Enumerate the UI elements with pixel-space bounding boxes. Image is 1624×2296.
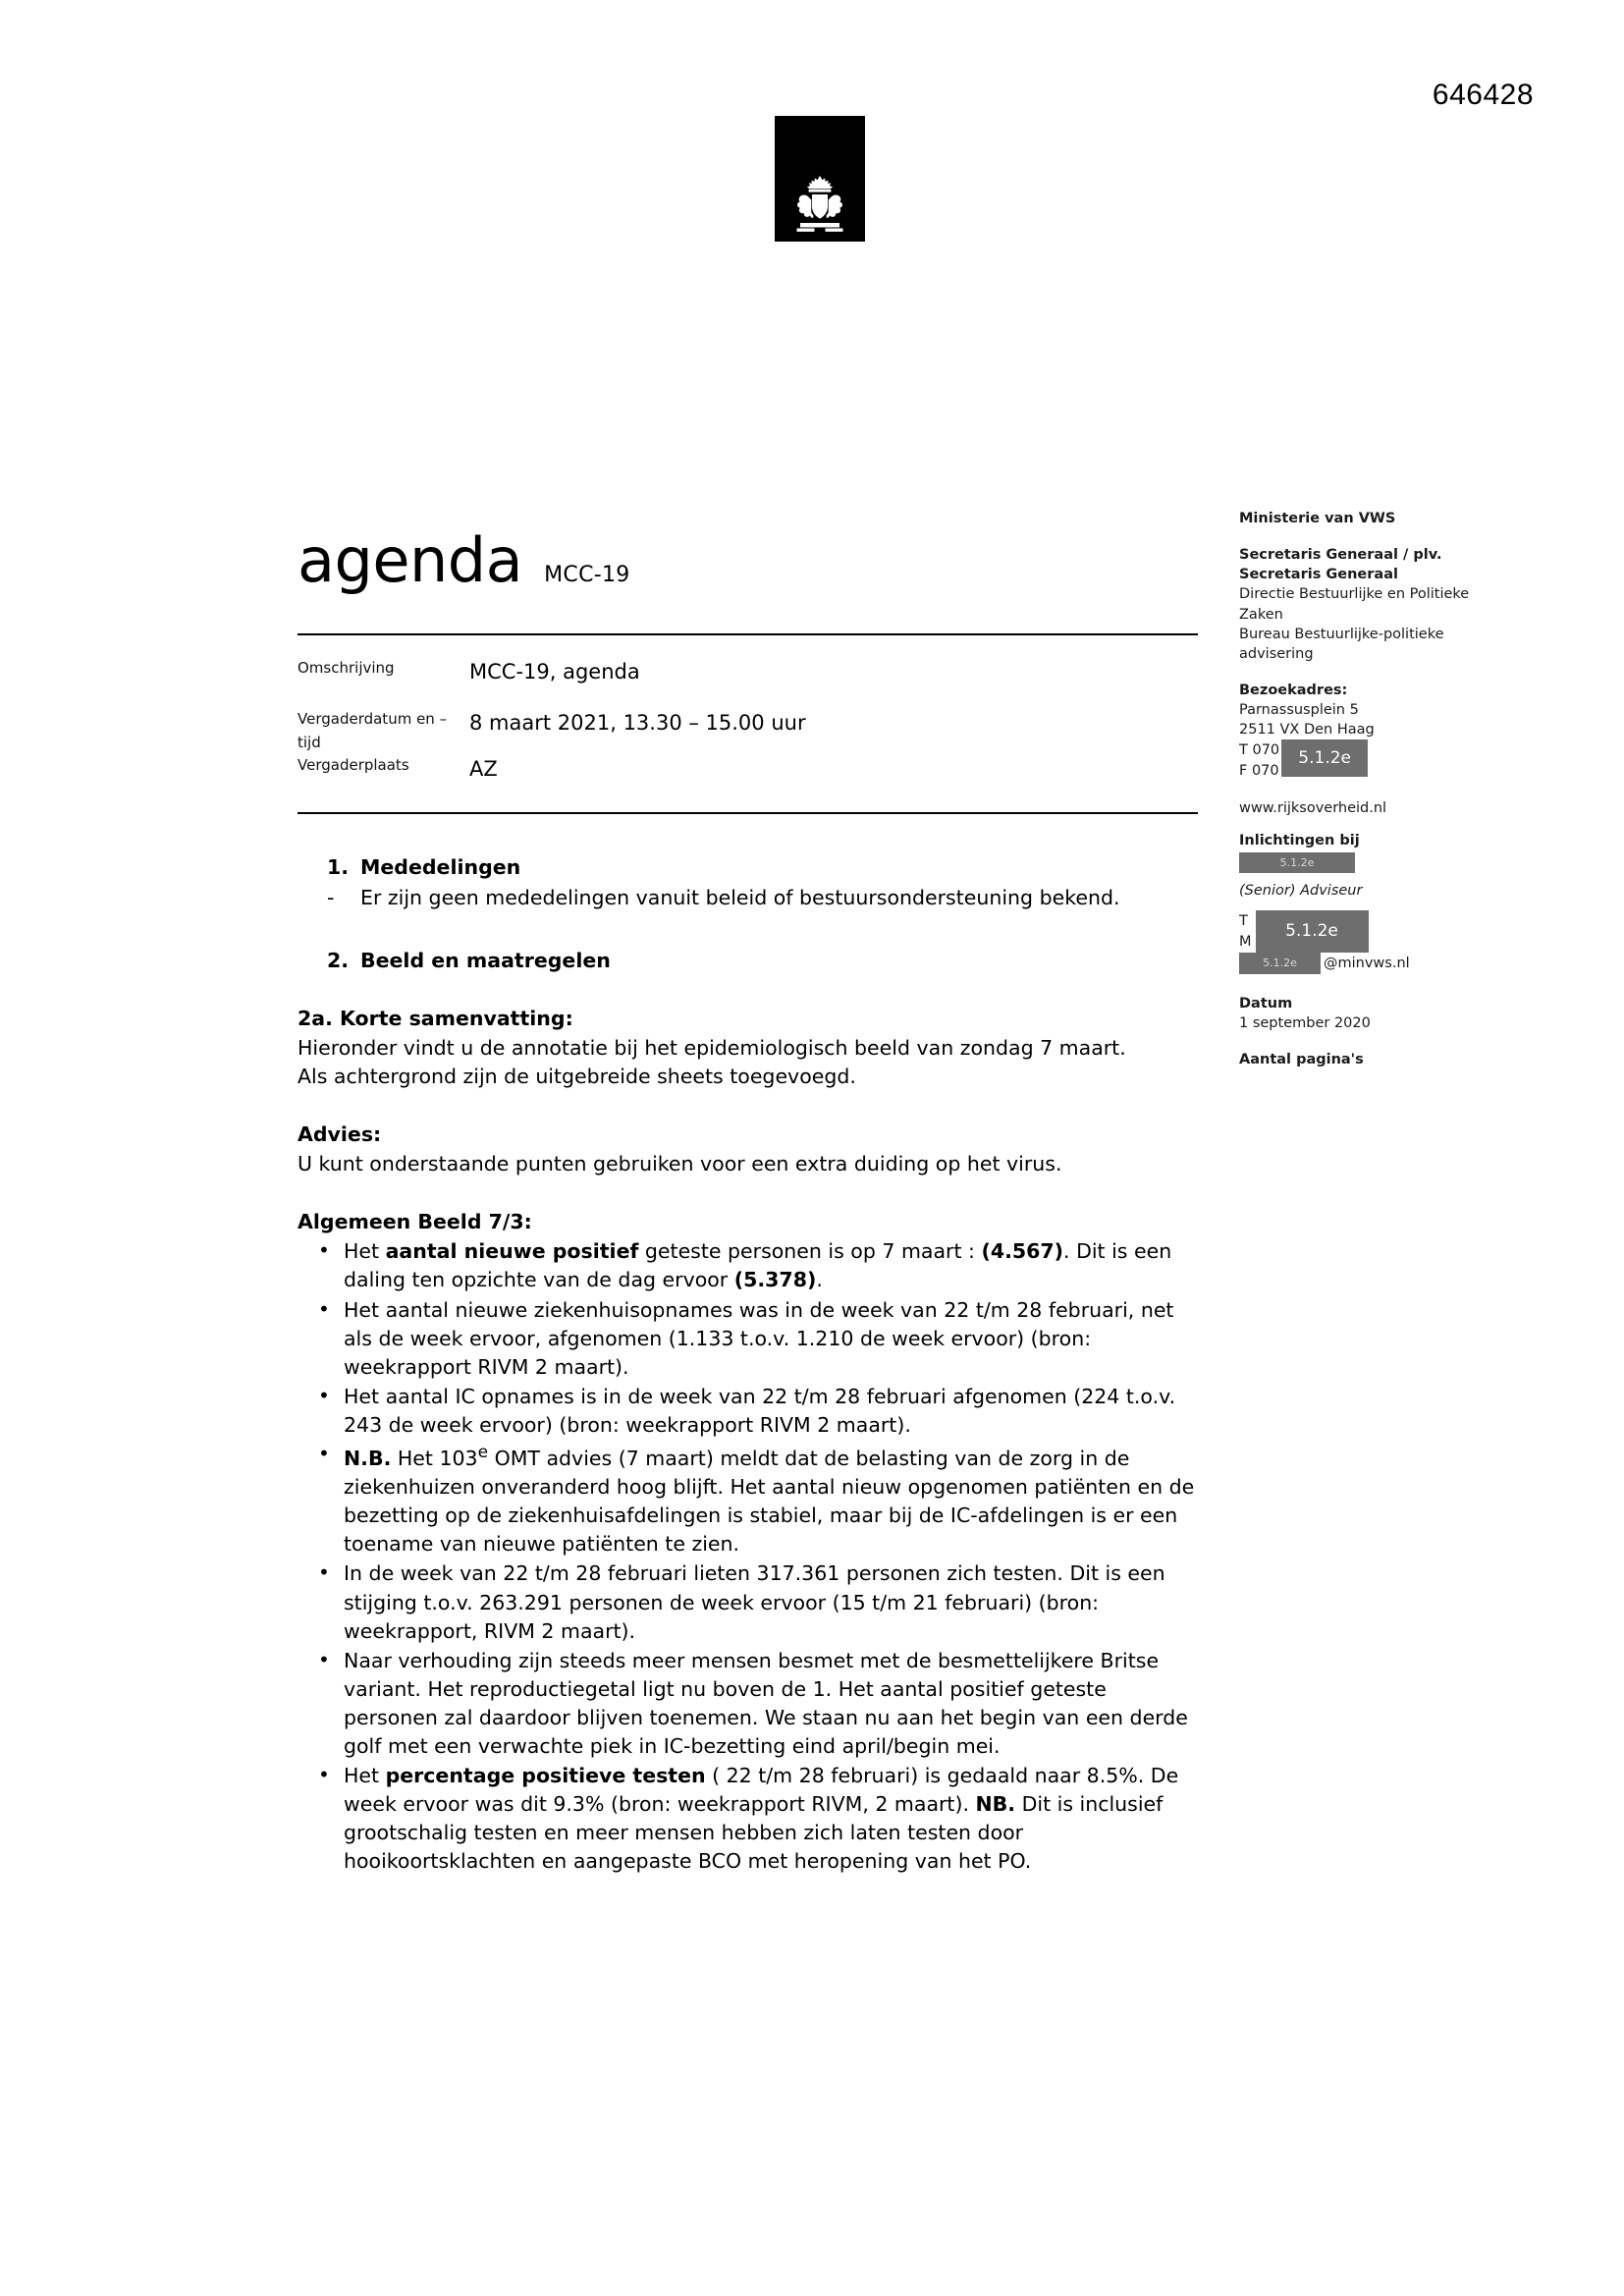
divider-top bbox=[298, 633, 1198, 635]
list-item-text-run: percentage positieve testen bbox=[385, 1764, 706, 1788]
list-item-text-run: (5.378) bbox=[733, 1268, 817, 1292]
visiting-address-street: Parnassusplein 5 bbox=[1239, 702, 1359, 719]
information-block bbox=[1239, 831, 1504, 974]
table-row-spacer bbox=[298, 686, 1198, 708]
agenda-item-2 bbox=[327, 947, 1198, 975]
agenda-item-1-title: Mededelingen bbox=[360, 855, 521, 880]
advies-text: U kunt onderstaande punten gebruiken voor een extra duiding op het virus. bbox=[298, 1152, 1062, 1176]
list-item-text-run: Naar verhouding zijn steeds meer mensen besmet met de besmettelijkere Britse variant. Het reproductiegetal ligt nu boven de 1. Het aantal positief geteste personen zal daardoor blijven toenemen. We staan nu aan het begin van een derde golf met een verwachte piek in IC-bezetting eind april/begin mei. bbox=[344, 1648, 1188, 1759]
samenvatting-line-2: Als achtergrond zijn de uitgebreide sheets toegevoegd. bbox=[298, 1064, 856, 1088]
table-row bbox=[298, 754, 1198, 784]
website-url: www.rijksoverheid.nl bbox=[1239, 799, 1387, 816]
advies-heading: Advies: bbox=[298, 1122, 382, 1147]
list-item bbox=[298, 1237, 1198, 1294]
list-item-text-run: Het aantal IC opnames is in de week van 22 t/m 28 februari afgenomen (224 t.o.v. 243 de week ervoor) (bron: weekrapport RIVM 2 maart). bbox=[344, 1384, 1176, 1438]
algemeen-beeld-bullet-list bbox=[298, 1237, 1198, 1876]
list-item-text-run: OMT advies (7 maart) meldt dat de belasting van de zorg in de ziekenhuizen onveranderd hoog blijft. Het aantal nieuw opgenomen patiënten en de bezetting op de ziekenhuisafdelingen is stabiel, maar bij de IC-afdelingen is er een toename van nieuwe patiënten te zien. bbox=[344, 1446, 1195, 1557]
department-line-2: Secretaris Generaal bbox=[1239, 567, 1398, 583]
contact-mobile-label: M bbox=[1239, 933, 1252, 950]
meta-label-omschrijving: Omschrijving bbox=[298, 659, 395, 677]
visiting-address-heading: Bezoekadres: bbox=[1239, 682, 1348, 698]
fax-label: F 070 bbox=[1239, 762, 1279, 779]
information-heading: Inlichtingen bij bbox=[1239, 832, 1360, 848]
list-item-text-run: (4.567) bbox=[981, 1239, 1064, 1264]
visiting-address-city: 2511 VX Den Haag bbox=[1239, 722, 1375, 738]
meeting-metadata-table bbox=[298, 657, 1198, 784]
list-item bbox=[298, 1296, 1198, 1382]
department-line-1: Secretaris Generaal / plv. bbox=[1239, 547, 1442, 564]
department-block bbox=[1239, 545, 1504, 664]
spacer bbox=[298, 1178, 1198, 1208]
list-item-text-run: aantal nieuwe positief bbox=[385, 1239, 639, 1264]
meta-value-omschrijving: MCC-19, agenda bbox=[469, 660, 640, 683]
list-item-text-run: ( 22 t/m 28 februari) is gedaald naar 8.5%. De week ervoor was dit 9.3% (bron: weekrapport RIVM, 2 maart). bbox=[344, 1764, 1179, 1817]
ministry-name-block bbox=[1239, 509, 1504, 528]
agenda-item-1 bbox=[327, 853, 1198, 882]
page-count-heading: Aantal pagina's bbox=[1239, 1052, 1364, 1068]
agenda-item-1-sub-text: Er zijn geen mededelingen vanuit beleid of bestuursondersteuning bekend. bbox=[360, 886, 1120, 910]
list-item-text-run: Dit is inclusief grootschalig testen en meer mensen hebben zich laten testen door hooikoortsklachten en aangepaste BCO met heropening van het PO. bbox=[344, 1792, 1164, 1874]
contact-role: (Senior) Adviseur bbox=[1239, 882, 1363, 899]
samenvatting-line-1: Hieronder vindt u de annotatie bij het epidemiologisch beeld van zondag 7 maart. bbox=[298, 1035, 1126, 1060]
contact-phone-labels bbox=[1239, 910, 1252, 952]
page-title: agenda bbox=[298, 524, 523, 596]
list-item-text-run: . bbox=[816, 1268, 823, 1292]
document-number: 646428 bbox=[1432, 79, 1534, 111]
telephone-label: T 070 bbox=[1239, 742, 1280, 759]
list-item bbox=[298, 1559, 1198, 1645]
list-item bbox=[298, 1647, 1198, 1761]
ministry-name: Ministerie van VWS bbox=[1239, 511, 1396, 526]
samenvatting-heading: 2a. Korte samenvatting: bbox=[298, 1006, 573, 1030]
meta-label-vergaderdatum: Vergaderdatum en –tijd bbox=[298, 710, 448, 751]
list-item bbox=[298, 1441, 1198, 1558]
list-item-text-run: e bbox=[477, 1443, 489, 1463]
list-item-text-run: N.B. bbox=[344, 1446, 392, 1470]
date-heading: Datum bbox=[1239, 995, 1293, 1011]
contact-email-row bbox=[1239, 953, 1504, 974]
redaction-box-phone: 5.1.2e bbox=[1281, 739, 1368, 777]
department-line-3: Directie Bestuurlijke en Politieke bbox=[1239, 586, 1470, 603]
agenda-item-1-subitem bbox=[327, 884, 1198, 912]
list-item-text-run: Het bbox=[344, 1764, 386, 1788]
contact-phone-row bbox=[1239, 910, 1504, 953]
table-row bbox=[298, 657, 1198, 686]
list-item-text-run: . Dit is een daling ten opzichte van de dag ervoor bbox=[344, 1239, 1172, 1292]
agenda-item-2-title: Beeld en maatregelen bbox=[360, 948, 611, 972]
date-block bbox=[1239, 994, 1504, 1033]
spacer bbox=[298, 913, 1198, 943]
title-row bbox=[298, 524, 1198, 596]
agenda-item-1-marker: 1. bbox=[327, 855, 350, 880]
date-value: 1 september 2020 bbox=[1239, 1015, 1371, 1032]
government-logo bbox=[775, 116, 865, 242]
redaction-box-email-user: 5.1.2e bbox=[1239, 953, 1321, 974]
email-domain: @minvws.nl bbox=[1324, 955, 1410, 971]
department-line-4: Zaken bbox=[1239, 606, 1283, 623]
phone-fax-labels bbox=[1239, 739, 1279, 781]
spacer bbox=[298, 1091, 1198, 1121]
meta-value-vergaderdatum: 8 maart 2021, 13.30 – 15.00 uur bbox=[469, 711, 806, 736]
agenda-item-2-marker: 2. bbox=[327, 948, 350, 972]
list-item-text-run: geteste personen is op 7 maart : bbox=[638, 1239, 982, 1264]
main-column bbox=[298, 524, 1198, 1878]
list-item-text-run: Het aantal nieuwe ziekenhuisopnames was in de week van 22 t/m 28 februari, net als de week ervoor, afgenomen (1.133 t.o.v. 1.210 de week ervoor) (bron: weekrapport RIVM 2 maart). bbox=[344, 1297, 1174, 1379]
list-item-text-run: Het 103 bbox=[391, 1446, 478, 1470]
meta-label-vergaderplaats: Vergaderplaats bbox=[298, 755, 409, 774]
list-item-text-run: In de week van 22 t/m 28 februari lieten 317.361 personen zich testen. Dit is een stijging t.o.v. 263.291 personen de week ervoor (15 t/m 21 februari) (bron: weekrapport, RIVM 2 maart). bbox=[344, 1561, 1165, 1643]
coat-of-arms-icon bbox=[787, 173, 852, 236]
list-item-text-run: NB. bbox=[975, 1792, 1016, 1817]
ministry-sidebar bbox=[1239, 509, 1504, 1086]
redaction-box-contact-phone: 5.1.2e bbox=[1256, 910, 1369, 953]
list-item-text-run: Het bbox=[344, 1239, 386, 1264]
page-count-block bbox=[1239, 1050, 1504, 1069]
visiting-address-block bbox=[1239, 681, 1504, 782]
meta-value-vergaderplaats: AZ bbox=[469, 756, 498, 781]
contact-telephone-label: T bbox=[1239, 912, 1248, 929]
algemeen-beeld-heading: Algemeen Beeld 7/3: bbox=[298, 1210, 532, 1234]
department-line-5: Bureau Bestuurlijke-politieke bbox=[1239, 626, 1444, 642]
redaction-box-contact-name: 5.1.2e bbox=[1239, 852, 1355, 873]
divider-bottom bbox=[298, 812, 1198, 814]
list-item bbox=[298, 1383, 1198, 1440]
document-body bbox=[298, 853, 1198, 1876]
phone-fax-row bbox=[1239, 739, 1504, 781]
department-line-6: advisering bbox=[1239, 645, 1314, 662]
spacer bbox=[298, 975, 1198, 1005]
page-subtitle: MCC-19 bbox=[544, 563, 630, 587]
list-item bbox=[298, 1762, 1198, 1876]
table-row bbox=[298, 708, 1198, 754]
agenda-item-1-sub-marker: - bbox=[327, 886, 335, 910]
